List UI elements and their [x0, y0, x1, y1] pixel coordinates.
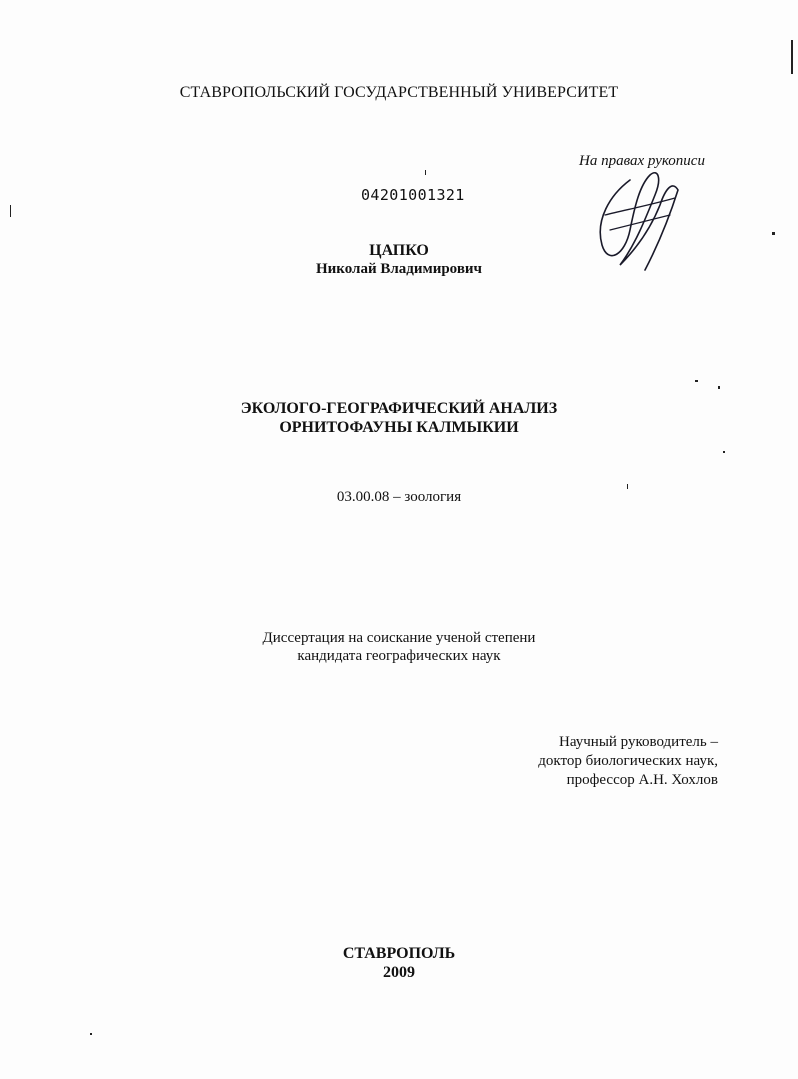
- scan-mark-dot: [90, 1033, 92, 1035]
- supervisor-line-3: профессор А.Н. Хохлов: [566, 772, 718, 788]
- city-name: СТАВРОПОЛЬ: [342, 945, 456, 962]
- scan-mark-dot: [718, 386, 720, 389]
- scan-mark-dot: [627, 484, 628, 489]
- thesis-title-line-1: ЭКОЛОГО-ГЕОГРАФИЧЕСКИЙ АНАЛИЗ: [240, 400, 558, 417]
- university-name: СТАВРОПОЛЬСКИЙ ГОСУДАРСТВЕННЫЙ УНИВЕРСИТЕТ: [179, 84, 619, 101]
- scan-mark-right-edge: [791, 40, 793, 74]
- supervisor-line-1: Научный руководитель –: [559, 734, 718, 750]
- author-surname: ЦАПКО: [369, 242, 429, 259]
- scan-mark-dot: [772, 232, 775, 235]
- scan-mark-dot: [695, 380, 698, 382]
- scan-mark-left-edge: [10, 205, 11, 217]
- author-name: Николай Владимирович: [315, 261, 483, 277]
- year: 2009: [383, 964, 415, 981]
- catalog-number: 04201001321: [361, 186, 465, 204]
- specialty-code: 03.00.08 – зоология: [336, 489, 462, 505]
- supervisor-block: [538, 733, 718, 790]
- dissertation-degree-line-2: кандидата географических наук: [297, 648, 501, 664]
- thesis-title-line-2: ОРНИТОФАУНЫ КАЛМЫКИИ: [279, 419, 519, 436]
- supervisor-line-2: доктор биологических наук,: [538, 753, 718, 769]
- manuscript-rights-note: На правах рукописи: [579, 153, 705, 169]
- dissertation-degree-line-1: Диссертация на соискание ученой степени: [262, 630, 536, 646]
- scan-mark-dot: [723, 451, 725, 453]
- scan-mark-dot: [425, 170, 426, 175]
